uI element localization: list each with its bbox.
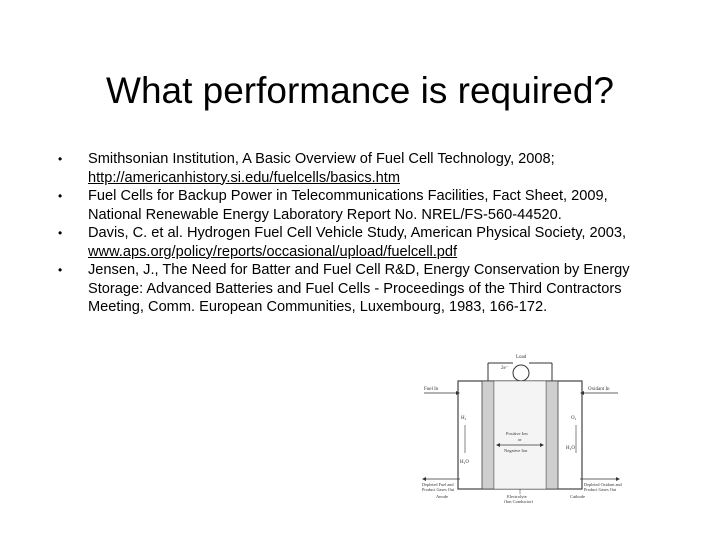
bullet-icon: •	[58, 189, 63, 203]
slide-title: What performance is required?	[106, 70, 614, 111]
depleted-fuel-label-2: Product Gases Out	[422, 487, 455, 492]
reference-list	[55, 150, 660, 317]
depleted-oxidant-label: Depleted Oxidant and	[584, 482, 622, 487]
fuel-in-label: Fuel In	[424, 387, 439, 392]
reference-item	[55, 261, 660, 317]
depleted-fuel-label: Depleted Fuel and	[422, 482, 454, 487]
ion-label-2: or	[518, 437, 522, 442]
anode-label: Anode	[436, 494, 448, 499]
reference-text: Davis, C. et al. Hydrogen Fuel Cell Vehicle Study, American Physical Society, 2003,	[88, 225, 627, 241]
anode-plate	[482, 381, 494, 489]
reference-link[interactable]: www.aps.org/policy/reports/occasional/upload/fuelcell.pdf	[88, 243, 458, 260]
depleted-oxidant-label-2: Product Gases Out	[584, 487, 617, 492]
reference-text: Jensen, J., The Need for Batter and Fuel Cell R&D, Energy Conservation by Energy Storage: Advanced Batteries and Fuel Cells - Proceedings of the Third Contractors Meeting, Comm. European Communities, Luxembourg, 1983, 166-172.	[88, 262, 630, 315]
reference-link[interactable]: http://americanhistory.si.edu/fuelcells/basics.htm	[88, 169, 401, 186]
oxidant-in-label: Oxidant In	[588, 387, 610, 392]
reference-text: Smithsonian Institution, A Basic Overview of Fuel Cell Technology, 2008;	[88, 151, 555, 167]
load-label: Load	[516, 355, 527, 360]
reference-item	[55, 187, 660, 224]
bullet-icon: •	[58, 152, 63, 166]
h2-label: H₂	[461, 416, 467, 421]
fuel-cell-diagram	[418, 353, 628, 503]
ion-label-1: Positive Ion	[506, 431, 528, 436]
bullet-icon: •	[58, 226, 63, 240]
load-icon	[513, 365, 529, 381]
electrolyte-label: Electrolyte	[507, 494, 527, 499]
h2o-right-label: H₂O	[566, 446, 575, 451]
h2o-left-label: H₂O	[460, 460, 469, 465]
cathode-plate	[546, 381, 558, 489]
cathode-label: Cathode	[570, 494, 585, 499]
current-label: 2e⁻	[501, 366, 509, 371]
o2-label: O₂	[571, 416, 577, 421]
reference-item	[55, 150, 660, 187]
reference-text: Fuel Cells for Backup Power in Telecommunications Facilities, Fact Sheet, 2009, National Renewable Energy Laboratory Report No. NREL/FS-560-44520.	[88, 188, 608, 223]
bullet-icon: •	[58, 263, 63, 277]
reference-item	[55, 224, 660, 261]
electrolyte-label-2: (Ion Conductor)	[504, 499, 534, 503]
ion-label-3: Negative Ion	[504, 448, 528, 453]
